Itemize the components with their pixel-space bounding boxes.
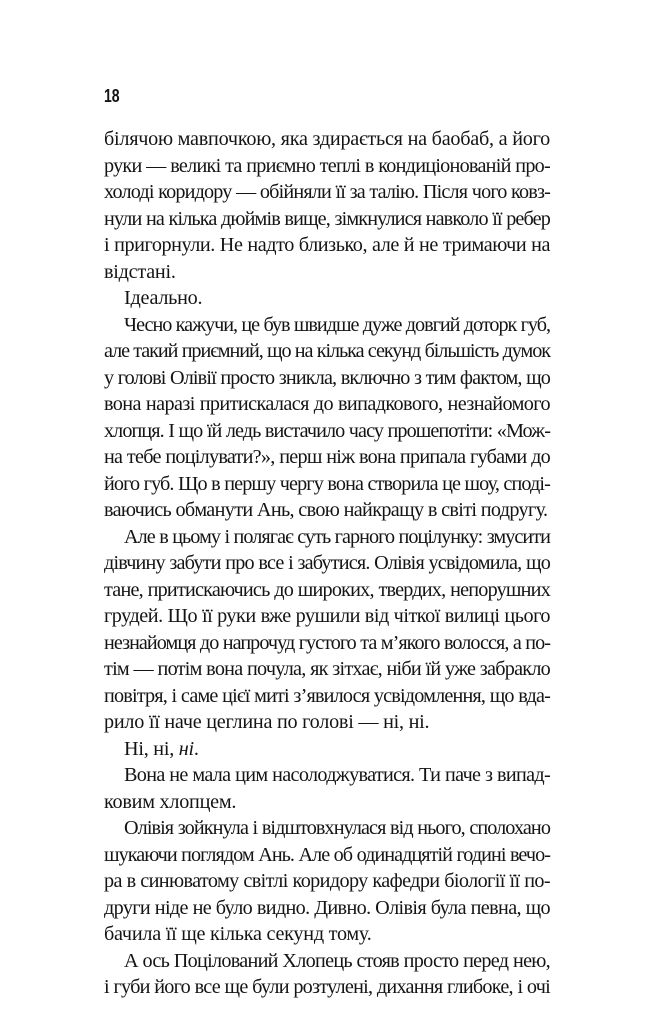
text-segment: Ні, ні, xyxy=(124,737,179,760)
text-line: нули на кілька дюймів вище, зімкнулися навколо її ребер xyxy=(104,207,550,230)
text-line: рило її наче цеглина по голові — ні, ні. xyxy=(104,711,430,733)
text-line: други ніде не було видно. Дивно. Олівія була певна, що xyxy=(104,896,550,919)
text-line-with-italic xyxy=(104,736,550,763)
text-line: дівчину забути про все і забутися. Олівія усвідомила, що xyxy=(104,552,550,574)
italic-word: ні xyxy=(178,737,194,760)
text-line: білячою мавпочкою, яка здирається на баобаб, а його xyxy=(104,128,550,150)
text-line: Вона не мала цим насолоджуватися. Ти паче з випад- xyxy=(124,764,550,786)
text-line: Чесно кажучи, це був швидше дуже довгий доторк губ, xyxy=(124,313,550,336)
body-text xyxy=(104,126,550,1001)
text-line: і губи його все ще були розтулені, дихання глибоке, і очі xyxy=(104,976,550,998)
text-line: руки — великі та приємно теплі в кондиціонованій про- xyxy=(104,154,550,177)
text-line: грудей. Що її руки вже рушили від чіткої вилиці цього xyxy=(104,605,550,627)
text-line: Ідеально. xyxy=(124,287,203,309)
page-number: 18 xyxy=(104,86,120,106)
text-line: Але в цьому і полягає суть гарного поцілунку: змусити xyxy=(124,525,550,548)
text-line: його губ. Що в першу чергу вона створила це шоу, сподi- xyxy=(104,472,550,495)
text-line: незнайомця до напрочуд густого та м’якого волосся, а по- xyxy=(104,631,550,654)
text-line: ра в синюватому світлі коридору кафедри біології її по- xyxy=(104,870,550,892)
text-line: і пригорнули. Не надто близько, але й не тримаючи на xyxy=(104,234,550,256)
text-line: тім — потім вона почула, як зітхає, ніби їй уже забракло xyxy=(104,658,550,680)
text-line: на тебе поцілувати?», перш ніж вона припала губами до xyxy=(104,446,550,468)
text-line: хлопця. І що їй ледь вистачило часу прошепотіти: «Мож- xyxy=(104,419,550,442)
text-line: ваючись обманути Ань, свою найкращу в світі подругу. xyxy=(104,499,548,521)
text-line: тане, притискаючись до широких, твердих, непорушних xyxy=(104,578,550,601)
text-line: А ось Поцілований Хлопець стояв просто перед нею, xyxy=(124,949,550,972)
text-line: вона наразі притискалася до випадкового, незнайомого xyxy=(104,393,550,415)
text-line: у голові Олівії просто зникла, включно з тим фактом, що xyxy=(104,366,550,389)
text-line: повітря, і саме цієї миті з’явилося усвідомлення, що вда- xyxy=(104,684,550,707)
text-line: ковим хлопцем. xyxy=(104,790,237,813)
text-line: холоді коридору — обійняли її за талію. Після чого ковз- xyxy=(104,181,550,203)
text-line: відстані. xyxy=(104,260,176,283)
text-line: шукаючи поглядом Ань. Але об одинадцятій годині вечо- xyxy=(104,843,550,866)
text-segment: . xyxy=(193,737,199,760)
text-line: бачила її ще кілька секунд тому. xyxy=(104,923,372,945)
text-line: але такий приємний, що на кілька секунд більшість думок xyxy=(104,340,550,362)
text-line: Олівія зойкнула і відштовхнулася від нього, сполохано xyxy=(124,817,550,839)
